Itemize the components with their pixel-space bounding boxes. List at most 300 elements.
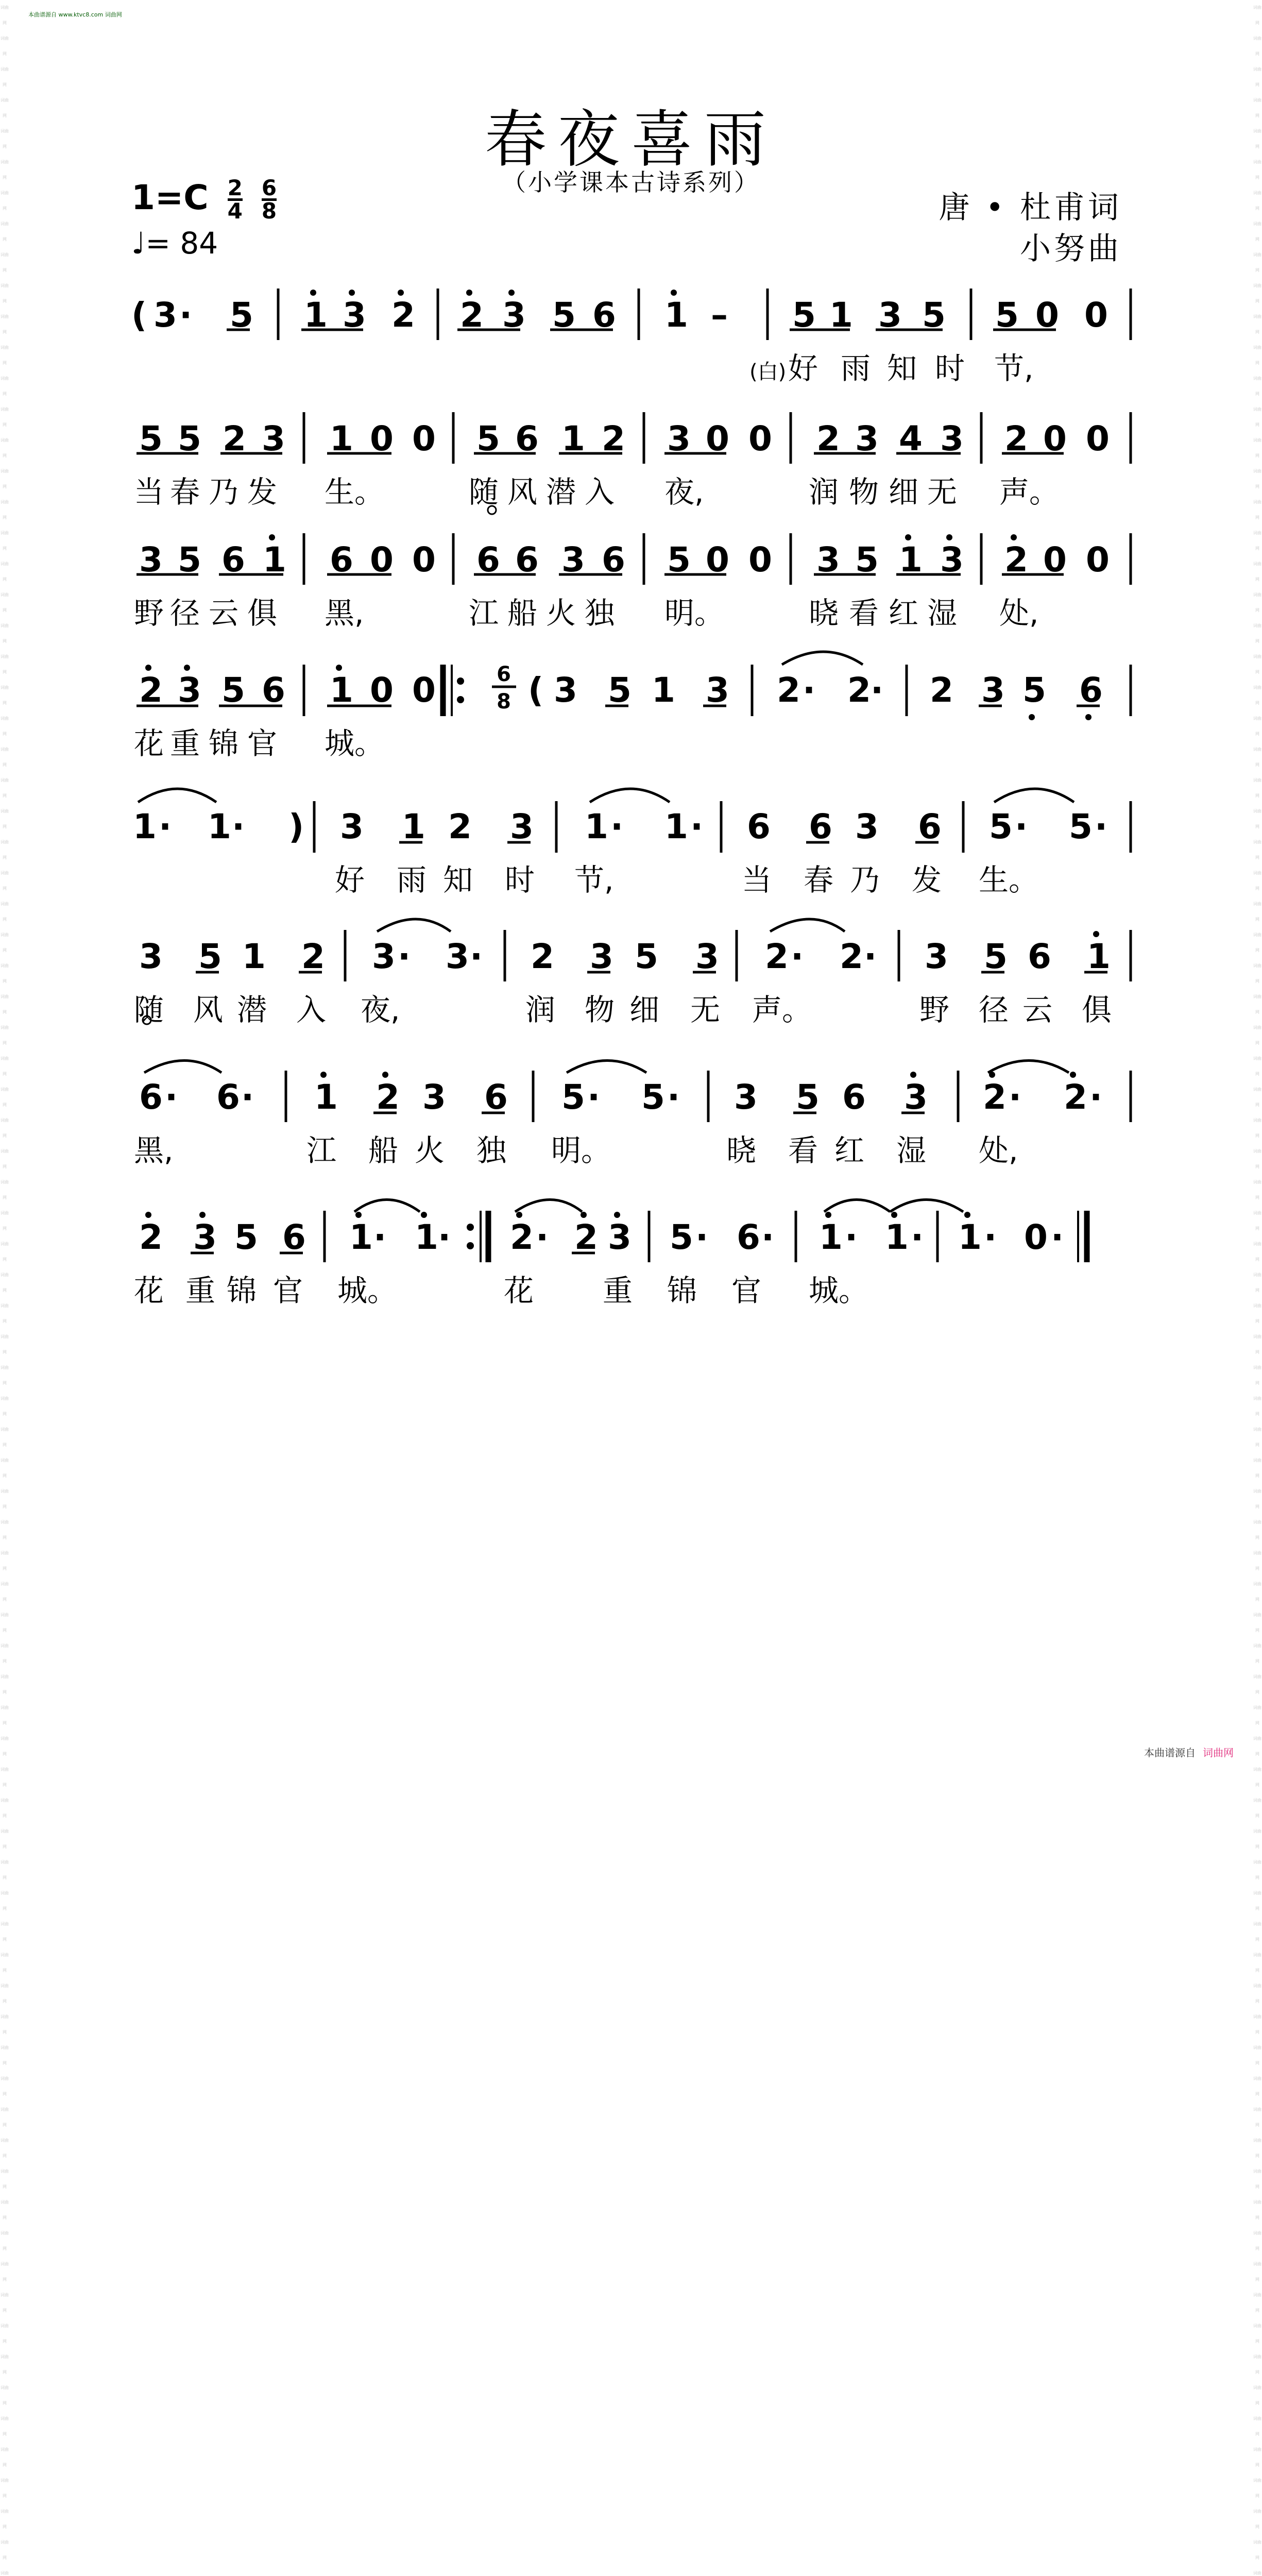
note: · bbox=[159, 807, 172, 846]
lyric: 锦 bbox=[227, 1273, 257, 1308]
note: 0 bbox=[412, 670, 436, 710]
note: 0 bbox=[412, 540, 436, 580]
side-watermark-text: 词曲网 bbox=[1253, 685, 1261, 705]
side-watermark-text: 词曲网 bbox=[1, 1551, 9, 1571]
note: 5 bbox=[234, 1217, 258, 1257]
note: 6 bbox=[262, 670, 285, 710]
note: 3 bbox=[262, 419, 285, 459]
side-watermark-text: 词曲网 bbox=[1, 654, 9, 674]
note: 1 bbox=[349, 1217, 373, 1257]
note: 0 bbox=[748, 419, 772, 459]
note: 5 bbox=[608, 670, 632, 710]
lyric: 云 bbox=[209, 596, 239, 631]
side-watermark-text: 词曲网 bbox=[1253, 2262, 1261, 2282]
lyric: 明。 bbox=[664, 596, 725, 631]
lyric: 雨 bbox=[841, 351, 871, 386]
side-watermark-text: 词曲网 bbox=[1253, 376, 1261, 396]
side-watermark-text: 词曲网 bbox=[1253, 1582, 1261, 1602]
lyric: 城。 bbox=[809, 1273, 869, 1308]
lyricist: 唐 • 杜甫词 bbox=[939, 190, 1122, 226]
note: 3 bbox=[855, 419, 879, 459]
lyric: 春 bbox=[804, 862, 834, 897]
note: · bbox=[241, 1077, 254, 1117]
note: 6 bbox=[809, 807, 832, 846]
note: 3 bbox=[510, 807, 534, 846]
side-watermark-text: 词曲网 bbox=[1253, 531, 1261, 551]
lyric: 时 bbox=[505, 862, 535, 897]
note: 1 bbox=[664, 295, 688, 335]
lyric: 重 bbox=[603, 1273, 633, 1308]
side-watermark-text: 词曲网 bbox=[1253, 2540, 1261, 2560]
side-watermark-text: 词曲网 bbox=[1253, 222, 1261, 242]
time1-bottom: 4 bbox=[227, 198, 243, 224]
note: · bbox=[587, 1077, 601, 1117]
note: 0 bbox=[1024, 1217, 1048, 1257]
side-watermark-text: 词曲网 bbox=[1253, 191, 1261, 211]
side-watermark-text: 词曲网 bbox=[1, 1489, 9, 1509]
side-watermark-text: 词曲网 bbox=[1, 1211, 9, 1231]
side-watermark-text: 词曲网 bbox=[1253, 1118, 1261, 1138]
lyric: 花 bbox=[134, 1273, 164, 1308]
side-watermark-text: 词曲网 bbox=[1253, 871, 1261, 891]
lyric: 独 bbox=[585, 596, 615, 631]
lyric: 红 bbox=[834, 1133, 865, 1168]
side-watermark-text: 词曲网 bbox=[1, 1334, 9, 1354]
note: 1 bbox=[1087, 937, 1111, 976]
side-watermark-text: 词曲网 bbox=[1, 562, 9, 582]
side-watermark-text: 词曲网 bbox=[1253, 840, 1261, 860]
side-watermark-text: 词曲网 bbox=[1253, 1551, 1261, 1571]
note: 2 bbox=[301, 937, 325, 976]
lyric: 花 bbox=[504, 1273, 534, 1308]
side-watermark-text: 词曲网 bbox=[1, 283, 9, 303]
note: – bbox=[711, 295, 728, 335]
side-watermark-text: 词曲网 bbox=[1253, 283, 1261, 303]
note: 5 bbox=[552, 295, 576, 335]
note: 2 bbox=[376, 1077, 400, 1117]
side-watermark-text: 词曲网 bbox=[1253, 654, 1261, 674]
lyric: 入 bbox=[296, 992, 327, 1027]
side-watermark-text: 词曲网 bbox=[1253, 2293, 1261, 2313]
ties bbox=[138, 652, 1074, 1212]
side-watermark-text: 词曲网 bbox=[1253, 129, 1261, 149]
side-watermark-text: 词曲网 bbox=[1253, 2169, 1261, 2189]
note: 0 bbox=[706, 419, 729, 459]
side-watermark-text: 词曲网 bbox=[1, 963, 9, 984]
note: · bbox=[179, 295, 193, 335]
note: 3 bbox=[590, 937, 613, 976]
lyric: 官 bbox=[731, 1273, 762, 1308]
side-watermark-text: 词曲网 bbox=[1, 191, 9, 211]
lyric: 黑, bbox=[325, 596, 364, 631]
side-watermark-text: 词曲网 bbox=[1253, 2107, 1261, 2127]
note: 1 bbox=[208, 807, 231, 846]
note: 5 bbox=[995, 295, 1019, 335]
lyric: 润 bbox=[809, 474, 839, 510]
note: 1 bbox=[664, 807, 688, 846]
side-watermark-text: 词曲网 bbox=[1, 2262, 9, 2282]
side-watermark-text: 词曲网 bbox=[1, 623, 9, 643]
note: 3 bbox=[139, 937, 163, 976]
side-watermark-text: 词曲网 bbox=[1253, 1303, 1261, 1324]
lyric: 潜 bbox=[237, 992, 267, 1027]
note: 2 bbox=[847, 670, 871, 710]
note: · bbox=[1051, 1217, 1064, 1257]
note: · bbox=[695, 1217, 709, 1257]
lyric: 湿 bbox=[896, 1133, 927, 1168]
lyric: 随 bbox=[134, 992, 164, 1027]
side-watermark-text: 词曲网 bbox=[1253, 902, 1261, 922]
note: · bbox=[470, 937, 483, 976]
note: 6 bbox=[515, 540, 539, 580]
underlines bbox=[137, 330, 1107, 1253]
side-watermark-text: 词曲网 bbox=[1, 1056, 9, 1076]
side-watermark-text: 词曲网 bbox=[1, 871, 9, 891]
note: · bbox=[1095, 807, 1108, 846]
side-watermark-text: 词曲网 bbox=[1, 2138, 9, 2158]
note: 1 bbox=[885, 1217, 909, 1257]
lyric: (白) bbox=[749, 360, 787, 384]
lyric: 花 bbox=[134, 726, 164, 761]
note: 0 bbox=[412, 419, 436, 459]
side-watermark-text: 词曲网 bbox=[1253, 747, 1261, 767]
side-watermark-text: 词曲网 bbox=[1, 2231, 9, 2251]
lyric: 锦 bbox=[209, 726, 239, 761]
lyric: 黑, bbox=[134, 1133, 174, 1168]
notes-layer bbox=[131, 295, 1111, 1257]
side-watermark-text: 词曲网 bbox=[1, 592, 9, 613]
note: · bbox=[803, 670, 816, 710]
side-watermark-text: 词曲网 bbox=[1253, 1674, 1261, 1694]
side-watermark-text: 词曲网 bbox=[1, 1613, 9, 1633]
lyric: 官 bbox=[273, 1273, 303, 1308]
note: 6 bbox=[842, 1077, 866, 1117]
lyric: 生。 bbox=[325, 474, 385, 510]
side-watermark-text: 词曲网 bbox=[1253, 1613, 1261, 1633]
side-watermark-text: 词曲网 bbox=[1253, 1056, 1261, 1076]
note: 2 bbox=[816, 419, 840, 459]
lyric: 径 bbox=[170, 596, 200, 631]
side-watermark-text: 词曲网 bbox=[1, 1520, 9, 1540]
note: · bbox=[845, 1217, 858, 1257]
lyric: 独 bbox=[476, 1133, 507, 1168]
note: · bbox=[1009, 1077, 1022, 1117]
side-watermark-text: 词曲网 bbox=[1, 5, 9, 25]
side-watermark-text: 词曲网 bbox=[1253, 345, 1261, 365]
lyric: 俱 bbox=[247, 596, 278, 631]
lyric: 晓 bbox=[809, 596, 839, 631]
note: 1 bbox=[958, 1217, 982, 1257]
note: 1 bbox=[819, 1217, 843, 1257]
lyric: 知 bbox=[443, 862, 473, 897]
note: · bbox=[911, 1217, 924, 1257]
side-watermark-text: 词曲网 bbox=[1, 1829, 9, 1849]
note: 5 bbox=[855, 540, 879, 580]
lyric: 声。 bbox=[999, 474, 1060, 510]
lyric: 船 bbox=[368, 1133, 399, 1168]
side-watermark-text: 词曲网 bbox=[1253, 562, 1261, 582]
note: 6 bbox=[918, 807, 942, 846]
lyric: 明。 bbox=[551, 1133, 611, 1168]
lyric: 江 bbox=[306, 1133, 337, 1168]
note: · bbox=[690, 807, 704, 846]
note: 6 bbox=[602, 540, 625, 580]
note: 0 bbox=[1086, 540, 1110, 580]
note: 5 bbox=[178, 419, 201, 459]
side-watermark-text: 词曲网 bbox=[1, 1180, 9, 1200]
side-watermark-text: 词曲网 bbox=[1, 2107, 9, 2127]
side-watermark-text: 词曲网 bbox=[1253, 1860, 1261, 1880]
note: 2 bbox=[1004, 540, 1028, 580]
note: 3 bbox=[502, 295, 526, 335]
note: 2 bbox=[1004, 419, 1028, 459]
lyric: 节, bbox=[574, 862, 614, 897]
lyric: 发 bbox=[247, 474, 278, 510]
side-watermark-text: 词曲网 bbox=[1, 2354, 9, 2375]
side-watermark-text: 词曲网 bbox=[1, 314, 9, 334]
note: 5 bbox=[1069, 807, 1093, 846]
note: 2 bbox=[531, 937, 554, 976]
lyric: 野 bbox=[134, 596, 164, 631]
note: 3 bbox=[904, 1077, 928, 1117]
side-watermark-text: 词曲网 bbox=[1, 1025, 9, 1045]
side-watermark-text: 词曲网 bbox=[1253, 98, 1261, 118]
side-watermark-text: 词曲网 bbox=[1, 994, 9, 1014]
note: 3 bbox=[855, 807, 879, 846]
note: 6 bbox=[737, 1217, 760, 1257]
note: 6 bbox=[330, 540, 353, 580]
side-watermark-text: 词曲网 bbox=[1, 222, 9, 242]
note: 3 bbox=[695, 937, 719, 976]
note: 3 bbox=[925, 937, 948, 976]
side-watermark-text: 词曲网 bbox=[1253, 1180, 1261, 1200]
note: 1 bbox=[263, 540, 286, 580]
side-watermark-text: 词曲网 bbox=[1253, 1705, 1261, 1725]
side-watermark-text: 词曲网 bbox=[1, 1984, 9, 2004]
lyric: 随 bbox=[469, 474, 499, 510]
note: 1 bbox=[314, 1077, 338, 1117]
note: · bbox=[536, 1217, 549, 1257]
side-watermark-text: 词曲网 bbox=[1, 500, 9, 520]
note: 5 bbox=[178, 540, 201, 580]
note: 5 bbox=[984, 937, 1008, 976]
note: 0 bbox=[706, 540, 729, 580]
side-watermark-text: 词曲网 bbox=[1, 36, 9, 56]
side-watermark-text: 词曲网 bbox=[1, 2416, 9, 2436]
lyric: 看 bbox=[849, 596, 879, 631]
side-watermark-text: 词曲网 bbox=[1253, 1798, 1261, 1818]
side-watermark-text: 词曲网 bbox=[1, 2200, 9, 2220]
note: 1 bbox=[899, 540, 923, 580]
side-watermark-text: 词曲 bbox=[1253, 2571, 1261, 2575]
side-watermark-text: 词曲网 bbox=[1, 2324, 9, 2344]
footer-site: 词曲网 bbox=[1203, 1747, 1234, 1759]
note: 5 bbox=[922, 295, 946, 335]
side-watermark-text: 词曲网 bbox=[1253, 2478, 1261, 2498]
note: 5 bbox=[221, 670, 245, 710]
note: 3 bbox=[193, 1217, 217, 1257]
side-watermark-text: 词曲网 bbox=[1, 1118, 9, 1138]
side-watermark-text: 词曲网 bbox=[1253, 1736, 1261, 1756]
side-watermark-text: 词曲网 bbox=[1, 2447, 9, 2467]
side-watermark-text: 词曲网 bbox=[1, 1953, 9, 1973]
side-watermark-text: 词曲网 bbox=[1, 376, 9, 396]
lyric: 当 bbox=[134, 474, 164, 510]
side-watermark-text: 词曲网 bbox=[1253, 1087, 1261, 1107]
side-watermark-text: 词曲网 bbox=[1, 1087, 9, 1107]
lyric: 重 bbox=[170, 726, 200, 761]
note: 2 bbox=[574, 1217, 598, 1257]
note: 5 bbox=[796, 1077, 820, 1117]
time2-bottom: 8 bbox=[261, 198, 277, 224]
side-watermark-text: 词曲网 bbox=[1253, 1273, 1261, 1293]
lyric: 处, bbox=[999, 596, 1039, 631]
note: 0 bbox=[1043, 540, 1067, 580]
note: ( bbox=[131, 295, 147, 335]
note: 4 bbox=[899, 419, 923, 459]
note: 5 bbox=[792, 295, 816, 335]
side-watermark-text: 词曲网 bbox=[1253, 160, 1261, 180]
note: ( bbox=[528, 670, 544, 710]
lyric: 城。 bbox=[337, 1273, 398, 1308]
note: 6 bbox=[282, 1217, 306, 1257]
lyric: 野 bbox=[919, 992, 950, 1027]
note: 6 bbox=[476, 540, 500, 580]
side-watermark-text: 词曲网 bbox=[1, 1705, 9, 1725]
lyric: 红 bbox=[889, 596, 919, 631]
lyric: 好 bbox=[788, 351, 818, 386]
lyric: 声。 bbox=[752, 992, 812, 1027]
lyric: 无 bbox=[927, 474, 958, 510]
note: 5 bbox=[561, 1077, 585, 1117]
side-watermark-text: 词曲网 bbox=[1253, 1829, 1261, 1849]
side-watermark-text: 词曲网 bbox=[1, 1767, 9, 1787]
note: 6 bbox=[484, 1077, 508, 1117]
side-watermark-text: 词曲网 bbox=[1, 902, 9, 922]
note: 2 bbox=[139, 670, 163, 710]
side-watermark-text: 词曲网 bbox=[1, 1303, 9, 1324]
side-watermark-text: 词曲网 bbox=[1253, 2138, 1261, 2158]
side-watermark-text: 词曲网 bbox=[1, 2045, 9, 2065]
side-watermark-text: 词曲网 bbox=[1253, 500, 1261, 520]
side-watermark-text: 词曲网 bbox=[1, 840, 9, 860]
lyric: 夜, bbox=[664, 474, 704, 510]
note: · bbox=[373, 1217, 387, 1257]
note: · bbox=[761, 1217, 775, 1257]
side-watermark-text: 词曲网 bbox=[1, 438, 9, 458]
note: 5 bbox=[1022, 670, 1046, 710]
lyric: 乃 bbox=[209, 474, 239, 510]
note: 5 bbox=[230, 295, 253, 335]
side-watermark-text: 词曲网 bbox=[1, 747, 9, 767]
note: ) bbox=[288, 807, 304, 846]
song-title: 春夜喜雨 bbox=[485, 104, 777, 176]
lyric: 重 bbox=[185, 1273, 216, 1308]
side-watermark-text: 词曲网 bbox=[1, 1458, 9, 1478]
note: 6 bbox=[592, 295, 616, 335]
note: · bbox=[667, 1077, 680, 1117]
lyric: 处, bbox=[979, 1133, 1018, 1168]
note: · bbox=[165, 1077, 178, 1117]
side-watermark-text: 词曲网 bbox=[1253, 438, 1261, 458]
note: 3 bbox=[446, 937, 469, 976]
note: 6 bbox=[1079, 670, 1103, 710]
side-watermark-text: 词曲网 bbox=[1, 1674, 9, 1694]
side-watermark-text: 词曲网 bbox=[1253, 1211, 1261, 1231]
note: 1 bbox=[652, 670, 675, 710]
note: 5 bbox=[667, 540, 691, 580]
note: 2 bbox=[930, 670, 953, 710]
note: 3 bbox=[554, 670, 577, 710]
side-watermark-text: 词曲网 bbox=[1253, 314, 1261, 334]
side-watermark-text: 词曲网 bbox=[1253, 1891, 1261, 1911]
note: · bbox=[1089, 1077, 1103, 1117]
note: · bbox=[1015, 807, 1028, 846]
note: · bbox=[984, 1217, 997, 1257]
note: 2 bbox=[460, 295, 484, 335]
side-watermark-text: 词曲网 bbox=[1253, 994, 1261, 1014]
side-watermark-text: 词曲网 bbox=[1253, 1334, 1261, 1354]
note: 0 bbox=[1084, 295, 1108, 335]
lyric: 云 bbox=[1022, 992, 1053, 1027]
side-watermark-text: 词曲网 bbox=[1253, 1984, 1261, 2004]
side-watermark-text: 词曲网 bbox=[1, 1643, 9, 1664]
side-watermark-text: 词曲网 bbox=[1253, 716, 1261, 736]
lyric: 俱 bbox=[1082, 992, 1112, 1027]
note: 6 bbox=[1028, 937, 1051, 976]
lyric: 时 bbox=[935, 351, 965, 386]
side-watermark-text: 词曲网 bbox=[1, 716, 9, 736]
side-watermark-text: 词曲网 bbox=[1253, 1396, 1261, 1416]
note: 1 bbox=[330, 419, 353, 459]
side-watermark-text: 词曲网 bbox=[1253, 2324, 1261, 2344]
note: 5 bbox=[635, 937, 658, 976]
note: 1 bbox=[402, 807, 425, 846]
note: · bbox=[864, 937, 877, 976]
note: 1 bbox=[415, 1217, 438, 1257]
side-watermark-text: 词曲网 bbox=[1253, 623, 1261, 643]
lyric: 看 bbox=[788, 1133, 818, 1168]
side-watermark-text: 词曲网 bbox=[1253, 1520, 1261, 1540]
note: 5 bbox=[641, 1077, 665, 1117]
time-change-bottom: 8 bbox=[497, 690, 511, 714]
lyric: 春 bbox=[170, 474, 200, 510]
side-watermark-text: 词曲网 bbox=[1, 1242, 9, 1262]
note: 2 bbox=[765, 937, 789, 976]
song-subtitle: （小学课本古诗系列） bbox=[502, 168, 760, 196]
side-watermark-text: 词曲网 bbox=[1, 252, 9, 273]
lyric: 风 bbox=[193, 992, 224, 1027]
side-watermark-text: 词曲网 bbox=[1, 2478, 9, 2498]
side-watermark-text: 词曲网 bbox=[1253, 592, 1261, 613]
side-watermark-text: 词曲网 bbox=[1, 2385, 9, 2405]
note: 3 bbox=[422, 1077, 446, 1117]
note: 2 bbox=[139, 1217, 163, 1257]
footer-source bbox=[1144, 1744, 1234, 1759]
time1-top: 2 bbox=[227, 175, 243, 201]
side-watermark-text: 词曲网 bbox=[1253, 1242, 1261, 1262]
source-note: 本曲谱源自 www.ktvc8.com 词曲网 bbox=[28, 11, 122, 18]
lyric: 节, bbox=[994, 351, 1034, 386]
side-watermark-text: 词曲网 bbox=[1, 778, 9, 798]
lyric: 锦 bbox=[667, 1273, 697, 1308]
note: 3 bbox=[816, 540, 840, 580]
side-watermark-text: 词曲网 bbox=[1, 933, 9, 953]
lyric: 径 bbox=[979, 992, 1009, 1027]
note: 3 bbox=[667, 419, 691, 459]
note: 2 bbox=[840, 937, 863, 976]
side-watermark-text: 词曲网 bbox=[1, 1582, 9, 1602]
